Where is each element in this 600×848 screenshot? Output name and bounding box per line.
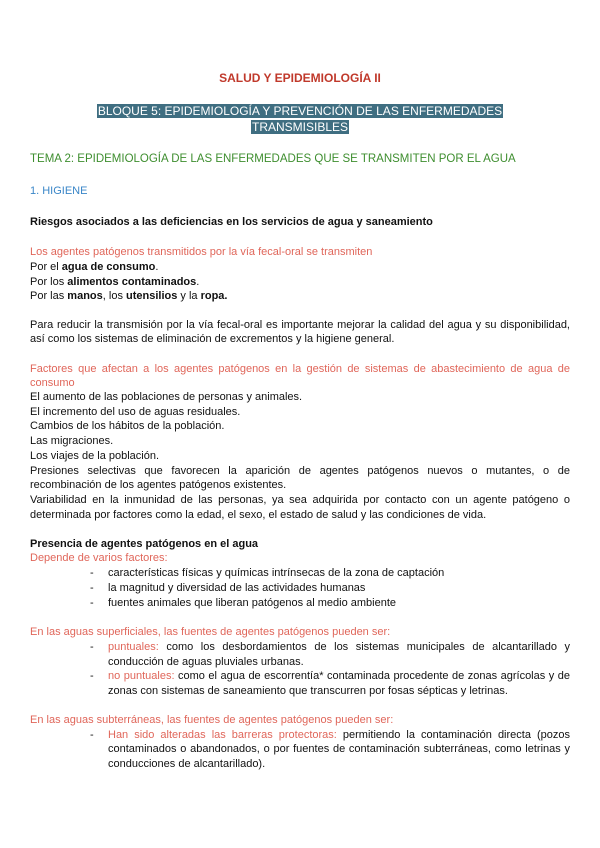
no-puntuales-line-1: no puntuales: como el agua de escorrentía* contaminada procedente de zonas agrícolas y de — [108, 670, 570, 682]
factores-intro-line-1: Factores que afectan a los agentes patógenos en la gestión de sistemas de abastecimiento de agua de — [30, 363, 570, 375]
para1-line-2: así como los sistemas de eliminación de excrementos y la higiene general. — [30, 333, 395, 345]
section-heading-higiene: 1. HIGIENE — [30, 185, 88, 197]
factores-item: El aumento de las poblaciones de personas y animales. — [30, 391, 303, 403]
bloque-heading-line-1 — [80, 104, 520, 119]
tema-heading: TEMA 2: EPIDEMIOLOGÍA DE LAS ENFERMEDADES QUE SE TRANSMITEN POR EL AGUA — [30, 153, 516, 165]
presencia-heading: Presencia de agentes patógenos en el agua — [30, 538, 259, 550]
agentes-line-2: Por los alimentos contaminados. — [30, 276, 200, 288]
factores-item: Los viajes de la población. — [30, 450, 160, 462]
superficiales-intro: En las aguas superficiales, las fuentes de agentes patógenos pueden ser: — [30, 626, 391, 638]
subterraneas-line-2: contaminados o abandonados, o por fuentes de contaminación subterráneas, como letrinas y — [108, 743, 570, 755]
factores-item: Variabilidad en la inmunidad de las personas, ya sea adquirida por contacto con un agente patógeno o — [30, 494, 570, 506]
subterraneas-intro: En las aguas subterráneas, las fuentes de agentes patógenos pueden ser: — [30, 714, 394, 726]
bloque-line-1-text: BLOQUE 5: EPIDEMIOLOGÍA Y PREVENCIÓN DE LAS ENFERMEDADES — [97, 104, 503, 118]
presencia-sub: Depende de varios factores: — [30, 552, 168, 564]
factores-item: El incremento del uso de aguas residuales. — [30, 406, 241, 418]
bullet-dash: - — [90, 582, 94, 594]
factores-item: Las migraciones. — [30, 435, 114, 447]
bloque-line-2-text: TRANSMISIBLES — [251, 120, 349, 134]
bullet-dash: - — [90, 567, 94, 579]
factores-item: recombinación de los agentes patógenos existentes. — [30, 479, 287, 491]
factores-item: Presiones selectivas que favorecen la aparición de agentes patógenos nuevos o mutantes, o de — [30, 465, 570, 477]
bloque-heading-line-2 — [80, 120, 520, 135]
bullet-dash: - — [90, 670, 94, 682]
bullet-dash: - — [90, 729, 94, 741]
riesgos-heading: Riesgos asociados a las deficiencias en los servicios de agua y saneamiento — [30, 216, 433, 228]
puntuales-line-1: puntuales: como los desbordamientos de los sistemas municipales de alcantarillado y — [108, 641, 570, 653]
puntuales-line-2: conducción de aguas pluviales urbanas. — [108, 656, 304, 668]
agentes-line-1: Por el agua de consumo. — [30, 261, 159, 273]
subterraneas-line-1: Han sido alteradas las barreras protectoras: permitiendo la contaminación directa (pozos — [108, 729, 571, 741]
factores-item: Cambios de los hábitos de la población. — [30, 420, 225, 432]
subterraneas-line-3: conducciones de alcantarillado). — [108, 758, 266, 770]
no-puntuales-line-2: zonas con sistemas de saneamiento que transcurren por fosas sépticas y letrinas. — [108, 685, 508, 697]
agentes-intro: Los agentes patógenos transmitidos por la vía fecal-oral se transmiten — [30, 246, 373, 258]
presencia-item: la magnitud y diversidad de las actividades humanas — [108, 582, 366, 594]
factores-intro-line-2: consumo — [30, 377, 75, 389]
agentes-line-3: Por las manos, los utensilios y la ropa. — [30, 290, 228, 302]
presencia-item: fuentes animales que liberan patógenos al medio ambiente — [108, 597, 397, 609]
document-title: SALUD Y EPIDEMIOLOGÍA II — [219, 71, 381, 85]
presencia-item: características físicas y químicas intrínsecas de la zona de captación — [108, 567, 445, 579]
bullet-dash: - — [90, 597, 94, 609]
factores-item: determinada por factores como la edad, el sexo, el estado de salud y las condiciones de vida. — [30, 509, 487, 521]
para1-line-1: Para reducir la transmisión por la vía fecal-oral es importante mejorar la calidad del agua y su disponibilidad, — [30, 319, 570, 331]
bullet-dash: - — [90, 641, 94, 653]
